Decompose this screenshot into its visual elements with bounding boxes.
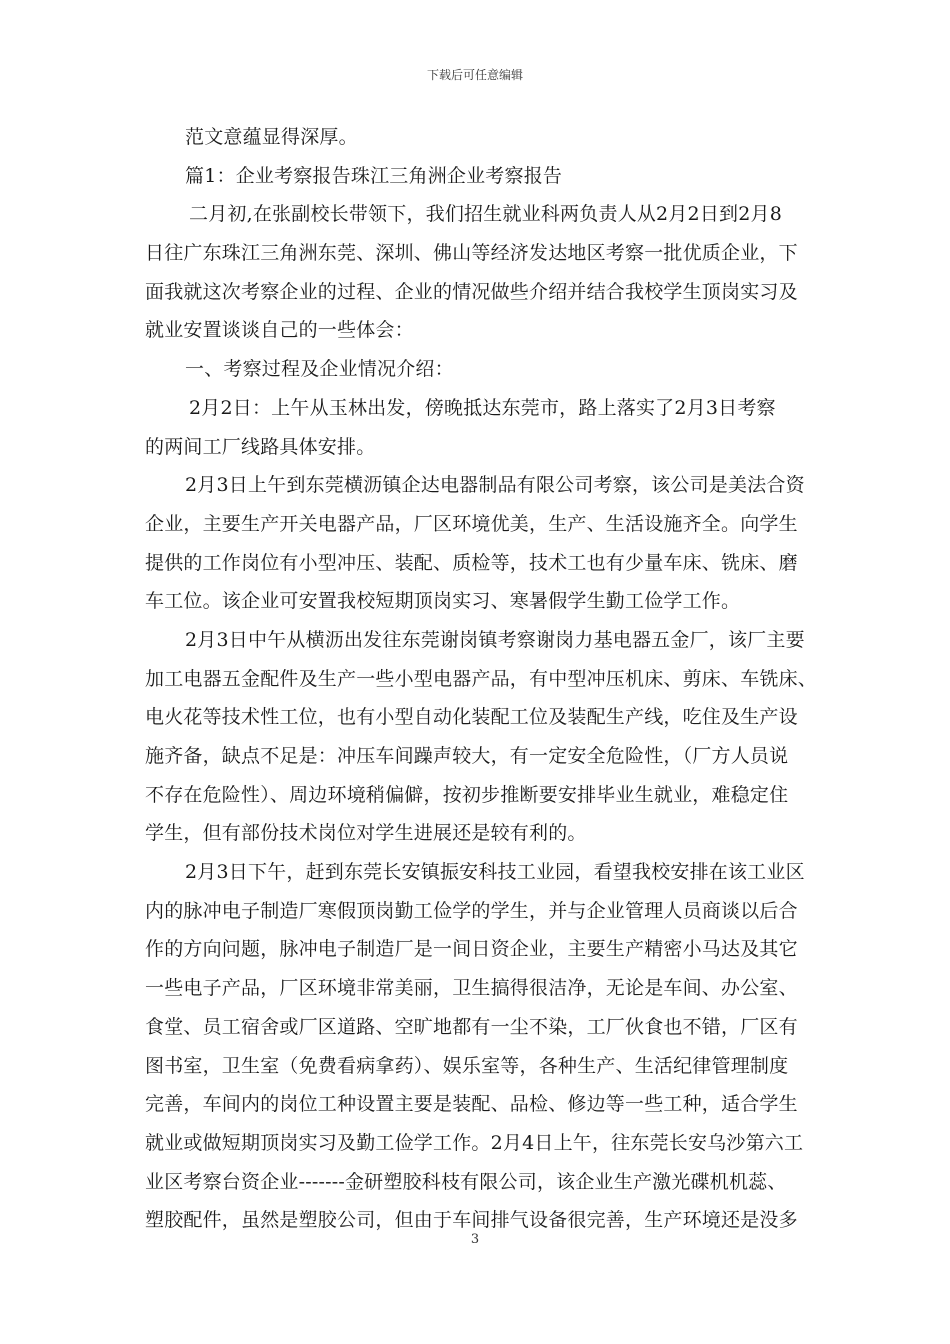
text-line: 不存在危险性）、周边环境稍偏僻，按初步推断要安排毕业生就业，难稳定住 [145,783,789,806]
text-line: 完善，车间内的岗位工种设置主要是装配、品检、修边等一些工种，适合学生 [145,1093,798,1116]
text-line: 塑胶配件，虽然是塑胶公司，但由于车间排气设备很完善，生产环境还是没多 [145,1209,798,1232]
text-line: 2月3日上午到东莞横沥镇企达电器制品有限公司考察，该公司是美法合资 [185,474,805,497]
text-line: 提供的工作岗位有小型冲压、装配、质检等，技术工也有少量车床、铣床、磨 [145,551,798,574]
text-line: 学生，但有部份技术岗位对学生进展还是较有利的。 [145,822,587,845]
text-line: 业区考察台资企业-------金研塑胶科枝有限公司，该企业生产激光碟机机蕊、 [145,1170,787,1193]
text-line: 范文意蕴显得深厚。 [185,126,358,148]
text-line: 图书室，卫生室（免费看病拿药）、娱乐室等，各种生产、生活纪律管理制度 [145,1054,789,1077]
text-line: 2月3日下午，赶到东莞长安镇振安科技工业园，看望我校安排在该工业区 [185,861,805,884]
text-line: 企业，主要生产开关电器产品，厂区环境优美，生产、生活设施齐全。向学生 [145,512,798,535]
text-line: 日往广东珠江三角洲东莞、深圳、佛山等经济发达地区考察一批优质企业，下 [145,242,798,265]
page-number: 3 [470,1232,480,1247]
text-line: 二月初,在张副校长带领下，我们招生就业科两负责人从2月2日到2月8 [189,203,782,226]
page-header: 下载后可任意编辑 [426,68,523,82]
text-line: 施齐备，缺点不足是：冲压车间躁声较大，有一定安全危险性，（厂方人员说 [145,745,789,767]
text-line: 面我就这次考察企业的过程、企业的情况做些介绍并结合我校学生顶岗实习及 [145,280,798,303]
text-line: 就业安置谈谈自己的一些体会： [145,319,414,342]
text-line: 加工电器五金配件及生产一些小型电器产品，有中型冲压机床、剪床、车铣床、 [145,667,818,690]
text-line: 2月2日：上午从玉林出发，傍晚抵达东莞市，路上落实了2月3日考察 [189,396,776,419]
text-line: 就业或做短期顶岗实习及勤工俭学工作。2月4日上午，往东莞长安乌沙第六工 [145,1131,804,1154]
text-line: 食堂、员工宿舍或厂区道路、空旷地都有一尘不染，工厂伙食也不错，厂区有 [145,1015,798,1038]
text-line: 一些电子产品，厂区环境非常美丽，卫生搞得很洁净，无论是车间、办公室、 [145,977,798,1000]
text-line: 2月3日中午从横沥出发往东莞谢岗镇考察谢岗力基电器五金厂，该厂主要 [185,628,805,651]
text-line: 作的方向问题，脉冲电子制造厂是一间日资企业，主要生产精密小马达及其它 [145,938,798,961]
text-line: 车工位。该企业可安置我校短期顶岗实习、寒暑假学生勤工俭学工作。 [145,590,741,613]
document-body [145,118,818,1240]
text-line: 内的脉冲电子制造厂寒假顶岗勤工俭学的学生，并与企业管理人员商谈以后合 [145,899,798,922]
text-line: 的两间工厂线路具体安排。 [145,435,376,458]
text-line: 电火花等技术性工位，也有小型自动化装配工位及装配生产线，吃住及生产设 [145,706,798,729]
text-line: 篇1：企业考察报告珠江三角洲企业考察报告 [185,164,563,187]
text-line: 一、考察过程及企业情况介绍： [185,358,454,381]
